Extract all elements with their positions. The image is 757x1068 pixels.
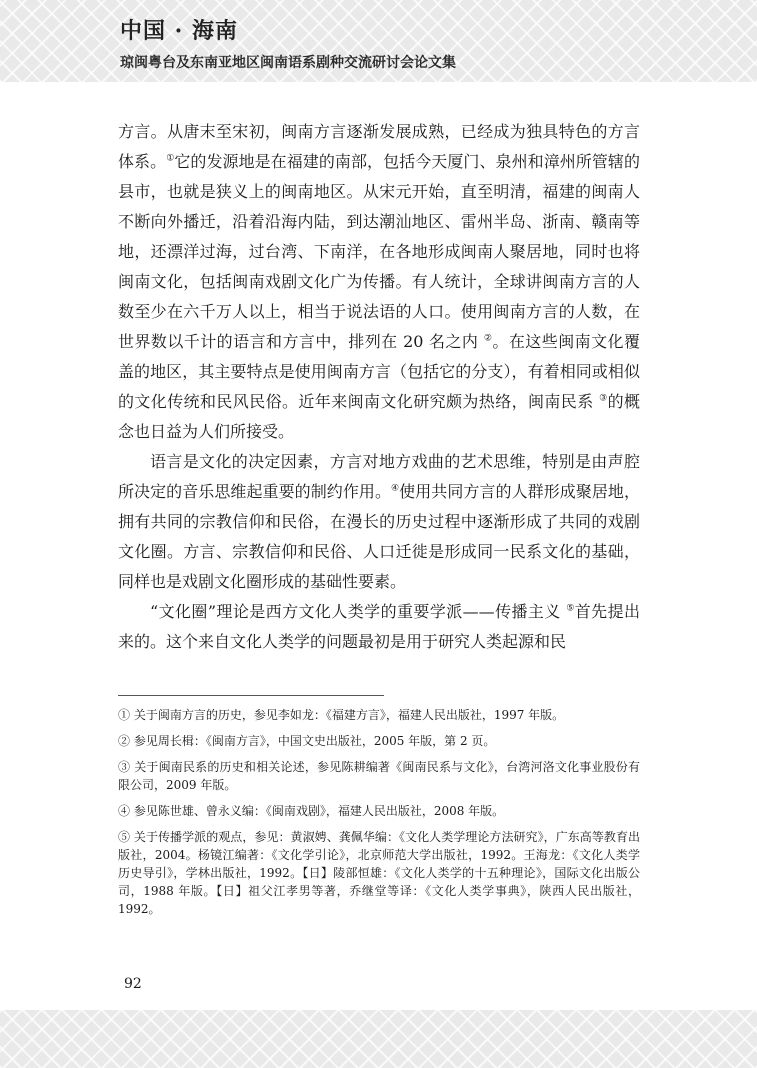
text-run: 语言是文化的决定因素，方言对地方戏曲的艺术思维，特别是由声腔所决定的音乐思维起重要的制约作用。 [118, 452, 640, 501]
text-run: “文化圈”理论是西方文化人类学的重要学派——传播主义 [150, 602, 567, 621]
footnote-2: ② 参见周长楫：《闽南方言》，中国文史出版社，2005 年版，第 2 页。 [118, 734, 496, 748]
footnote-5: ⑤ 关于传播学派的观点，参见：黄淑娉、龚佩华编：《文化人类学理论方法研究》，广东高等教育出版社，2004。杨镜江编著：《文化学引论》，北京师范大学出版社，1992。王海龙：《文化人类学历史导引》，学林出版社，1992。【日】陵部恒雄：《文化人类学的十五种理论》，国际文化出版公司，1988 年版。【日】祖父江孝男等著，乔继堂等译：《文化人类学事典》，陕西人民出版社，1992。 [118, 830, 640, 916]
book-subtitle: 琼闽粤台及东南亚地区闽南语系剧种交流研讨会论文集 [120, 55, 456, 71]
text-run: 首先提出来的。这个来自文化人类学的问题最初是用于研究人类起源和民 [118, 602, 640, 651]
text-run: 的概念也日益为人们所接受。 [118, 392, 640, 441]
book-title: 中国 · 海南 [120, 18, 238, 44]
body-text [118, 117, 640, 657]
footnote-1: ① 关于闽南方言的历史，参见李如龙：《福建方言》，福建人民出版社，1997 年版。 [118, 708, 565, 722]
footnote-ref-1: ① [166, 153, 175, 164]
page-number: 92 [124, 976, 142, 992]
footnote-divider [118, 695, 384, 696]
paragraph-3 [118, 597, 640, 657]
footnote-ref-2: ② [483, 333, 493, 344]
footnotes [118, 706, 640, 926]
paragraph-1 [118, 117, 640, 447]
footnote-4: ④ 参见陈世雄、曾永义编：《闽南戏剧》，福建人民出版社，2008 年版。 [118, 804, 505, 818]
text-run: 使用共同方言的人群形成聚居地，拥有共同的宗教信仰和民俗，在漫长的历史过程中逐渐形成了共同的戏剧文化圈。方言、宗教信仰和民俗、人口迁徙是形成同一民系文化的基础，同样也是戏剧文化圈形成的基础性要素。 [118, 482, 640, 591]
text-run: 。在这些闽南文化覆盖的地区，其主要特点是使用闽南方言（包括它的分支），有着相同或相似的文化传统和民风民俗。近年来闽南文化研究颇为热络，闽南民系 [118, 332, 640, 411]
footnote-ref-4: ④ [391, 483, 400, 494]
header-band [0, 0, 757, 82]
paragraph-2 [118, 447, 640, 597]
footnote-3: ③ 关于闽南民系的历史和相关论述，参见陈耕编著《闽南民系与文化》，台湾河洛文化事业股份有限公司，2009 年版。 [118, 760, 640, 792]
text-run: 它的发源地是在福建的南部，包括今天厦门、泉州和漳州所管辖的县市，也就是狭义上的闽南地区。从宋元开始，直至明清，福建的闽南人不断向外播迁，沿着沿海内陆，到达潮汕地区、雷州半岛、浙南、赣南等地，还漂洋过海，过台湾、下南洋，在各地形成闽南人聚居地，同时也将闽南文化，包括闽南戏剧文化广为传播。有人统计，全球讲闽南方言的人数至少在六千万人以上，相当于说法语的人口。使用闽南方言的人数，在世界数以千计的语言和方言中，排列在 20 名之内 [118, 152, 640, 351]
footnote-ref-3: ③ [599, 393, 608, 404]
footnote-ref-5: ⑤ [566, 603, 575, 614]
text-run: 方言。从唐末至宋初，闽南方言逐渐发展成熟，已经成为独具特色的方言体系。 [118, 122, 640, 171]
footer-band [0, 1010, 757, 1068]
